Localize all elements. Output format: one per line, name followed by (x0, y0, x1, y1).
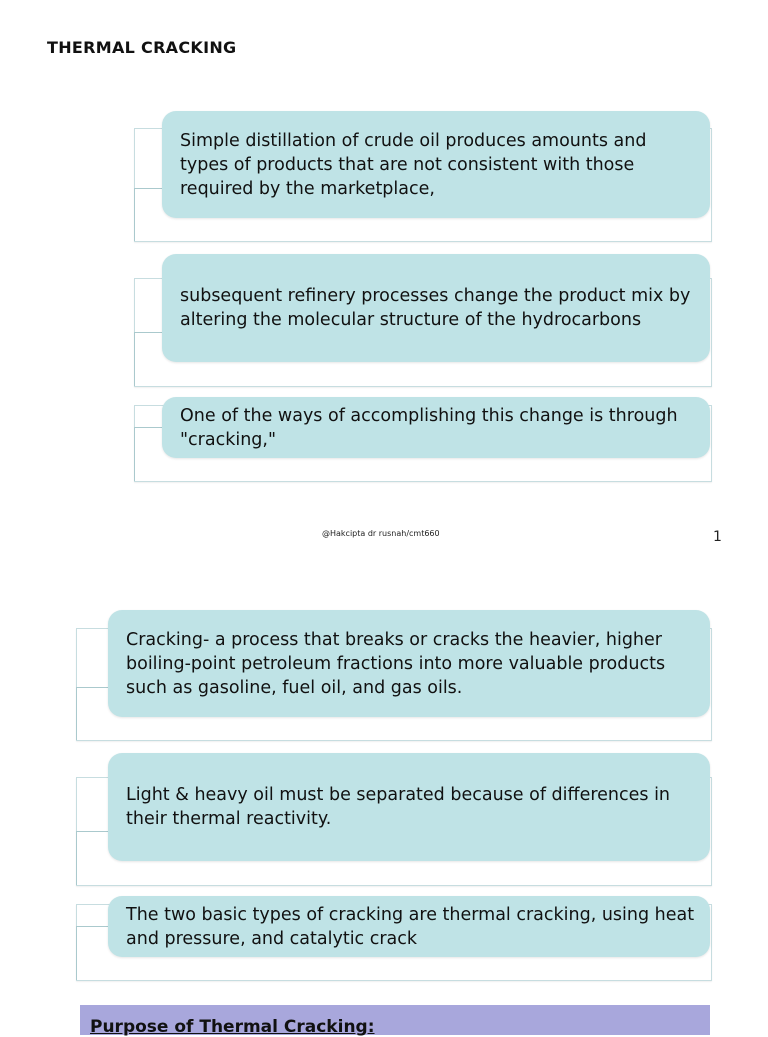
text-box-1-text: Simple distillation of crude oil produces amounts and types of products that are not consistent with those required by the marketplace, (180, 130, 647, 199)
copyright-footer: @Hakcipta dr rusnah/cmt660 (322, 529, 440, 538)
box-connector (134, 427, 163, 481)
page-number: 1 (713, 529, 722, 545)
text-box-2 (162, 254, 710, 362)
text-box-2-text: subsequent refinery processes change the product mix by altering the molecular structure of the hydrocarbons (180, 286, 691, 330)
box-connector (134, 188, 163, 241)
text-box-4 (108, 610, 710, 717)
box-connector (76, 831, 109, 885)
box-connector (76, 926, 109, 980)
text-box-1 (162, 111, 710, 218)
text-box-3 (162, 397, 710, 458)
section-heading-banner (80, 1005, 710, 1035)
box-connector (76, 687, 109, 740)
text-box-5 (108, 753, 710, 861)
text-box-6-text: The two basic types of cracking are thermal cracking, using heat and pressure, and catalytic crack (126, 904, 695, 949)
page-title: THERMAL CRACKING (47, 38, 237, 57)
section-heading-text: Purpose of Thermal Cracking: (90, 1017, 375, 1037)
text-box-6 (108, 896, 710, 957)
box-connector (134, 332, 163, 386)
text-box-4-text: Cracking- a process that breaks or cracks the heavier, higher boiling-point petroleum fractions into more valuable products such as gasoline, fuel oil, and gas oils. (126, 629, 666, 698)
text-box-5-text: Light & heavy oil must be separated because of differences in their thermal reactivity. (126, 785, 671, 829)
text-box-3-text: One of the ways of accomplishing this change is through "cracking," (180, 405, 678, 450)
